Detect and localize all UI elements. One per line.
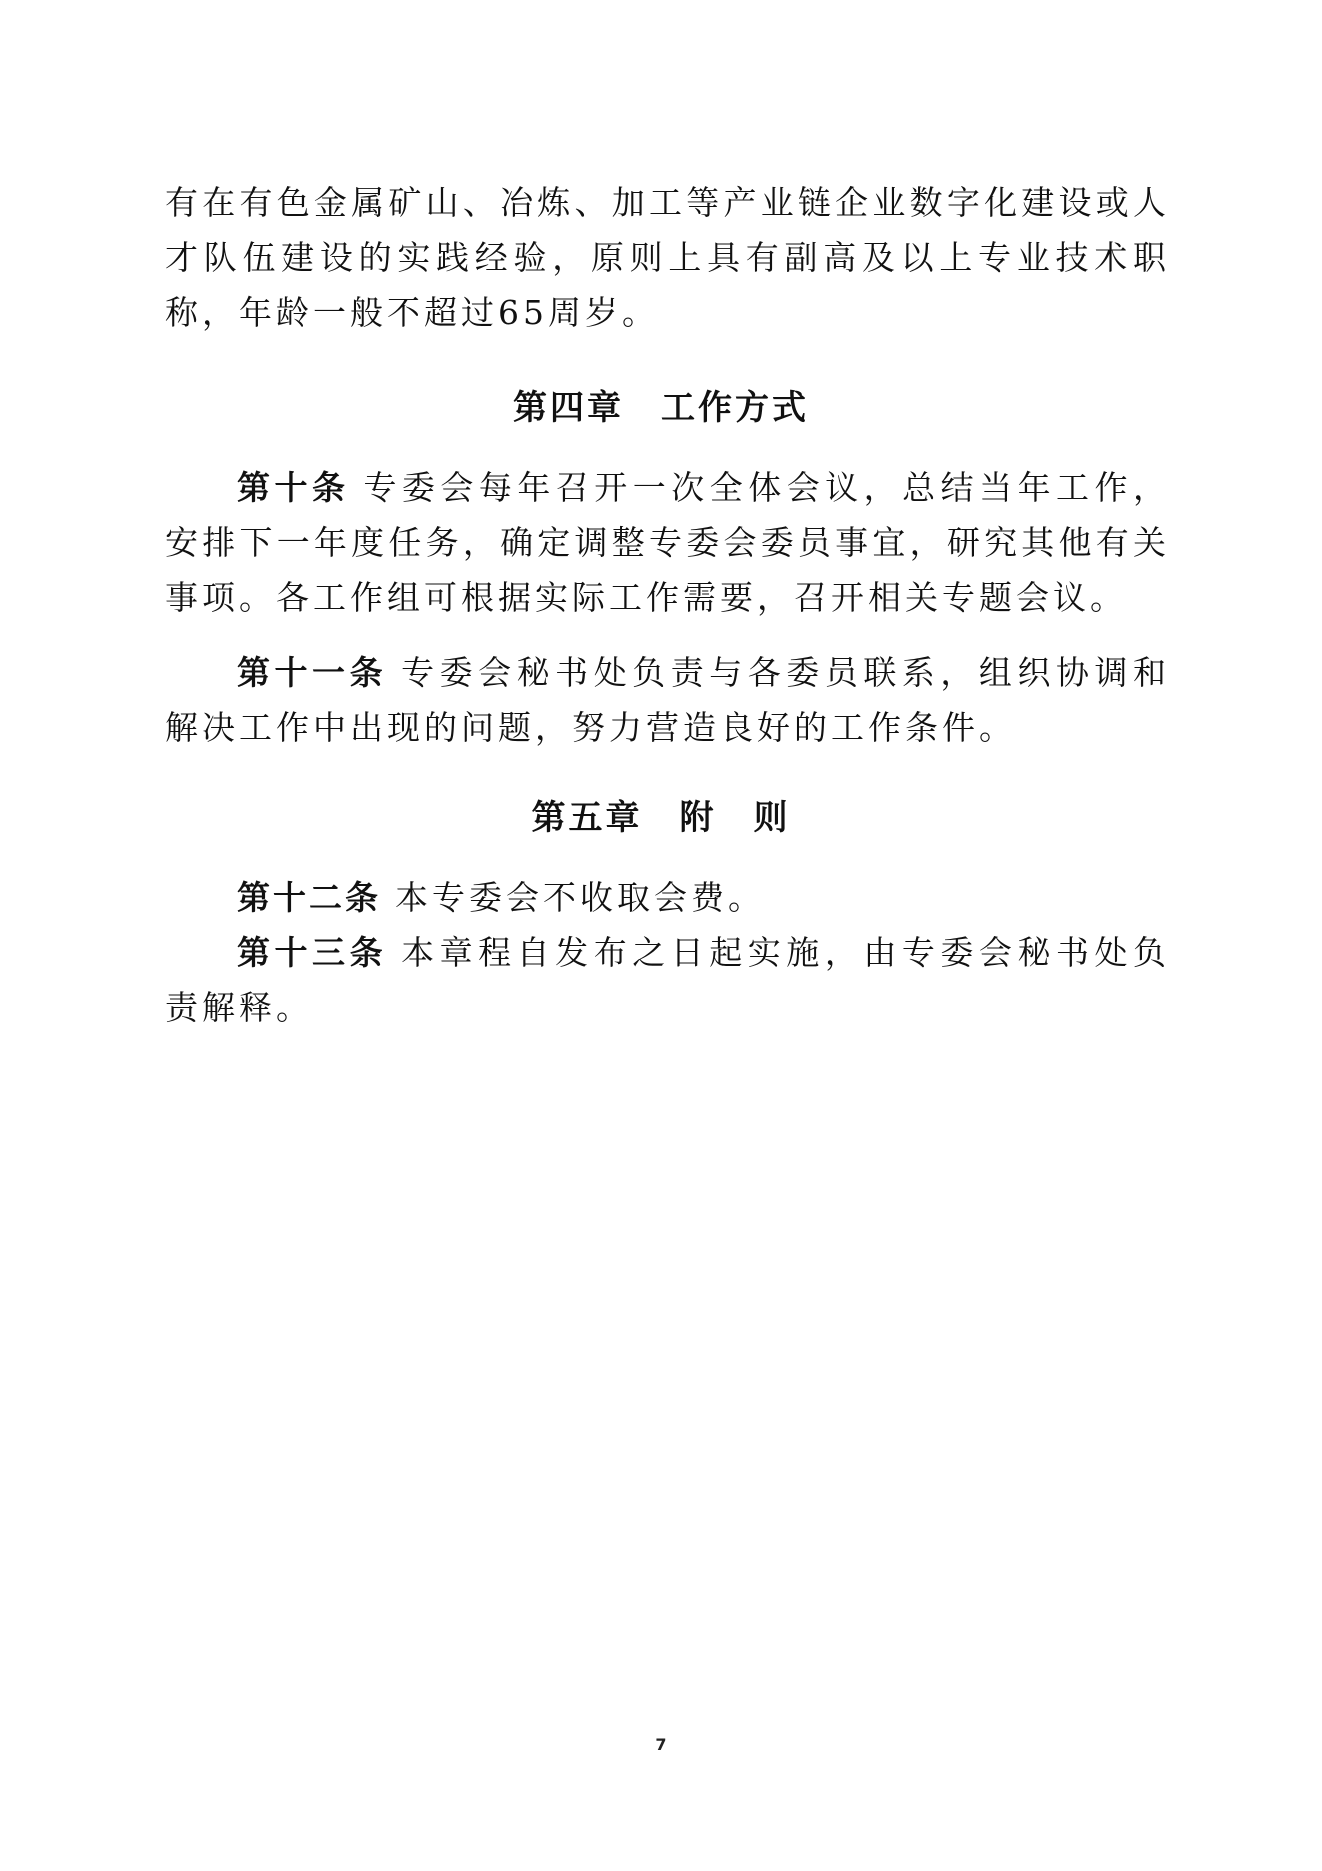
article-13-text: 本章程自发布之日起实施，由专委会秘书处负责解释。 <box>165 933 1171 1027</box>
chapter-5-heading: 第五章 附 则 <box>531 798 791 838</box>
chapter-4-heading: 第四章 工作方式 <box>513 388 809 428</box>
article-10-label: 第十条 <box>237 468 350 507</box>
article-10 <box>165 460 1170 625</box>
article-12-text: 本专委会不收取会费。 <box>395 878 765 917</box>
article-11-text: 专委会秘书处负责与各委员联系，组织协调和解决工作中出现的问题，努力营造良好的工作条件。 <box>165 653 1171 747</box>
article-13-label: 第十三条 <box>237 933 388 972</box>
article-13 <box>165 925 1170 1035</box>
page-number: 7 <box>655 1735 667 1754</box>
continuation-paragraph: 有在有色金属矿山、冶炼、加工等产业链企业数字化建设或人才队伍建设的实践经验，原则上具有副高及以上专业技术职称，年龄一般不超过65周岁。 <box>165 183 1170 332</box>
article-11 <box>165 645 1170 755</box>
article-12 <box>165 870 1170 925</box>
article-10-text: 专委会每年召开一次全体会议，总结当年工作，安排下一年度任务，确定调整专委会委员事宜，研究其他有关事项。各工作组可根据实际工作需要，召开相关专题会议。 <box>165 468 1171 617</box>
article-11-label: 第十一条 <box>237 653 388 692</box>
article-12-label: 第十二条 <box>237 878 381 917</box>
